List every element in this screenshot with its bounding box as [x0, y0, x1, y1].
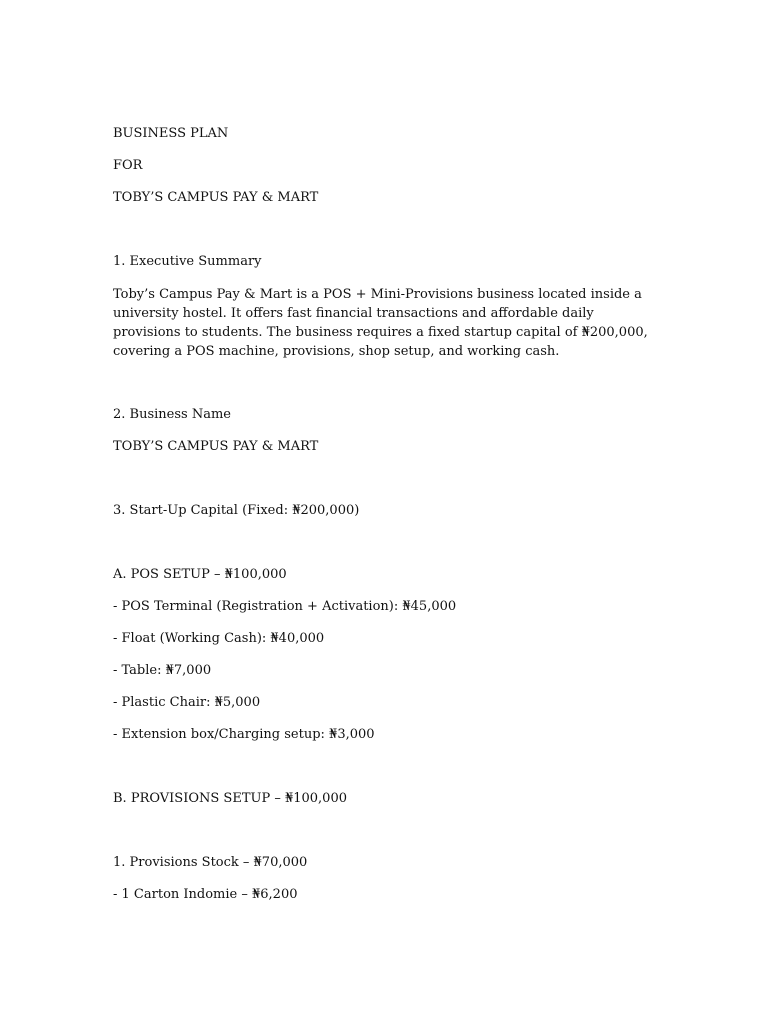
provisions-stock-subheading: 1. Provisions Stock – ₦70,000 — [113, 855, 308, 870]
list-item: - POS Terminal (Registration + Activation): ₦45,000 — [113, 599, 457, 614]
document-business-title: TOBY’S CAMPUS PAY & MART — [113, 190, 319, 205]
list-item: - Plastic Chair: ₦5,000 — [113, 695, 261, 710]
executive-summary-body: Toby’s Campus Pay & Mart is a POS + Mini-Provisions business located inside a university hostel. It offers fast financial transactions and affordable daily provisions to students. The business requires a fixed startup capital of ₦200,000, covering a POS machine, provisions, shop setup, and working cash. — [113, 287, 648, 359]
executive-summary-heading: 1. Executive Summary — [113, 254, 262, 269]
document-title-for: FOR — [113, 158, 143, 173]
startup-capital-heading: 3. Start-Up Capital (Fixed: ₦200,000) — [113, 503, 360, 518]
business-name-value: TOBY’S CAMPUS PAY & MART — [113, 439, 319, 454]
list-item: - Table: ₦7,000 — [113, 663, 212, 678]
list-item: - Extension box/Charging setup: ₦3,000 — [113, 727, 375, 742]
business-name-heading: 2. Business Name — [113, 407, 231, 422]
list-item: - Float (Working Cash): ₦40,000 — [113, 631, 325, 646]
document-title: BUSINESS PLAN — [113, 126, 229, 141]
provisions-setup-heading: B. PROVISIONS SETUP – ₦100,000 — [113, 791, 347, 806]
pos-setup-heading: A. POS SETUP – ₦100,000 — [113, 567, 287, 582]
list-item: - 1 Carton Indomie – ₦6,200 — [113, 887, 298, 902]
